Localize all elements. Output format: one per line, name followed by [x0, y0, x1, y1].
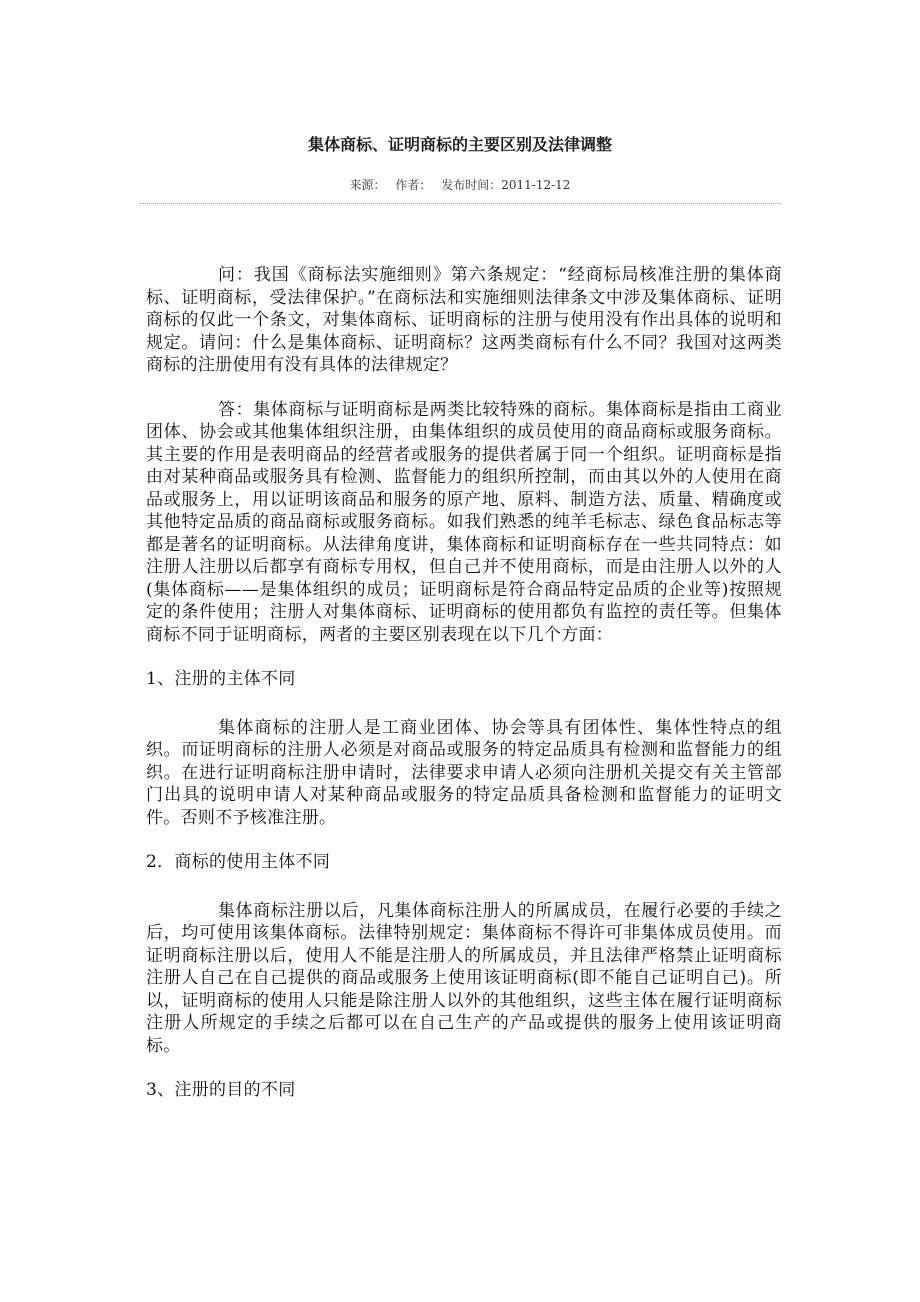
section-heading: 2．商标的使用主体不同	[146, 852, 331, 872]
date-label	[441, 178, 570, 192]
header-divider	[140, 203, 780, 204]
date-label-text: 发布时间：	[441, 178, 502, 192]
body-paragraph: 集体商标注册以后，凡集体商标注册人的所属成员，在履行必要的手续之后，均可使用该集体商标。法律特别规定：集体商标不得许可非集体成员使用。而证明商标注册以后，使用人不能是注册人的所属成员，并且法律严格禁止证明商标注册人自己在自己提供的商品或服务上使用该证明商标(即不能自己证明自己)。所以，证明商标的使用人只能是除注册人以外的其他组织，这些主体在履行证明商标注册人所规定的手续之后都可以在自己生产的产品或提供的服务上使用该证明商标。	[146, 900, 782, 1056]
section-heading: 1、注册的主体不同	[146, 669, 296, 689]
section-heading: 3、注册的目的不同	[146, 1080, 296, 1100]
source-label: 来源：	[349, 178, 386, 192]
body-paragraph: 集体商标的注册人是工商业团体、协会等具有团体性、集体性特点的组织。而证明商标的注册人必须是对商品或服务的特定品质具有检测和监督能力的组织。在进行证明商标注册申请时，法律要求申请人必须向注册机关提交有关主管部门出具的说明申请人对某种商品或服务的特定品质具备检测和监督能力的证明文件。否则不予核准注册。	[146, 717, 782, 828]
article-meta	[140, 176, 780, 194]
article-body	[146, 264, 782, 1128]
answer-paragraph: 答：集体商标与证明商标是两类比较特殊的商标。集体商标是指由工商业团体、协会或其他集体组织注册，由集体组织的成员使用的商品商标或服务商标。其主要的作用是表明商品的经营者或服务的提供者属于同一个组织。证明商标是指由对某种商品或服务具有检测、监督能力的组织所控制，而由其以外的人使用在商品或服务上，用以证明该商品和服务的原产地、原料、制造方法、质量、精确度或其他特定品质的商品商标或服务商标。如我们熟悉的纯羊毛标志、绿色食品标志等都是著名的证明商标。从法律角度讲，集体商标和证明商标存在一些共同特点：如注册人注册以后都享有商标专用权，但自己并不使用商标，而是由注册人以外的人(集体商标——是集体组织的成员；证明商标是符合商品特定品质的企业等)按照规定的条件使用；注册人对集体商标、证明商标的使用都负有监控的责任等。但集体商标不同于证明商标，两者的主要区别表现在以下几个方面：	[146, 399, 782, 645]
article-title: 集体商标、证明商标的主要区别及法律调整	[307, 135, 612, 154]
author-label: 作者：	[395, 178, 432, 192]
publish-date: 2011-12-12	[501, 178, 571, 192]
question-paragraph: 问：我国《商标法实施细则》第六条规定：“经商标局核准注册的集体商标、证明商标，受法律保护。”在商标法和实施细则法律条文中涉及集体商标、证明商标的仅此一个条文，对集体商标、证明商标的注册与使用没有作出具体的说明和规定。请问：什么是集体商标、证明商标？这两类商标有什么不同？我国对这两类商标的注册使用有没有具体的法律规定？	[146, 265, 782, 375]
